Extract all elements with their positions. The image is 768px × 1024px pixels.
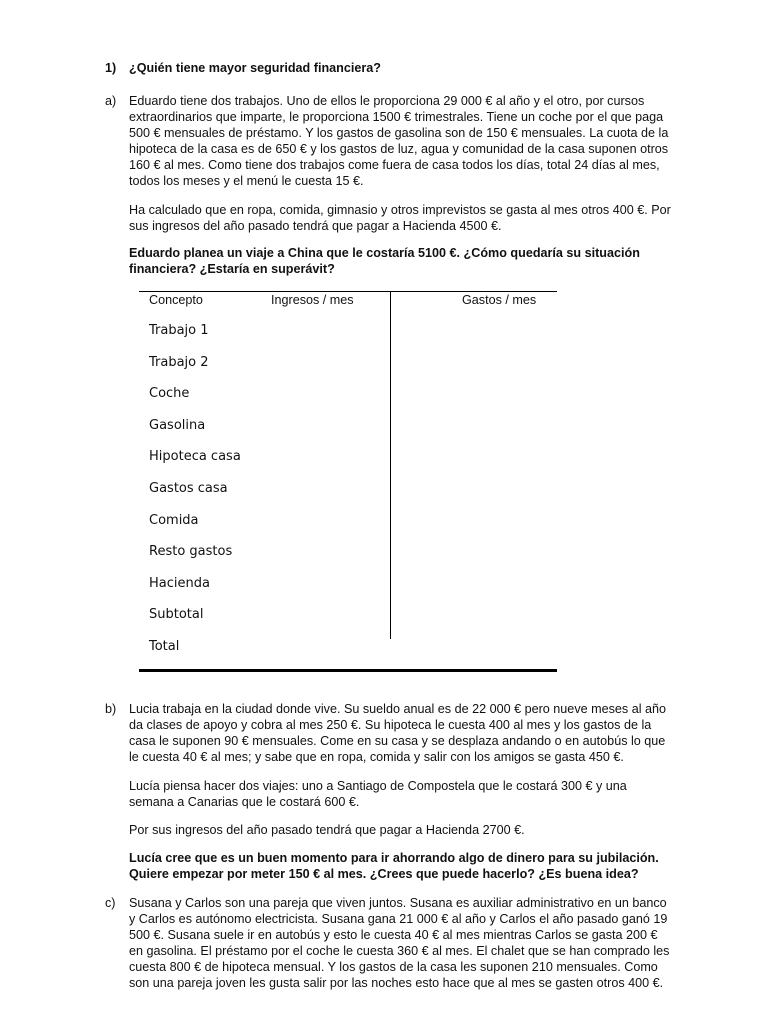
table-row: Hacienda <box>149 576 210 591</box>
table-row: Trabajo 2 <box>149 355 209 370</box>
paragraph-line: 500 € mensuales de préstamo. Y los gastos de gasolina son de 150 € mensuales. La cuota de la <box>129 126 669 140</box>
paragraph-line: da clases de apoyo y cobra al mes 250 €. Su hipoteca le cuesta 400 al mes y los gastos de la <box>129 718 652 732</box>
table-row: Resto gastos <box>149 544 233 559</box>
paragraph-line: Quiere empezar por meter 150 € al mes. ¿Crees que puede hacerlo? ¿Es buena idea? <box>129 867 639 881</box>
section-b-label: b) <box>105 702 117 716</box>
paragraph-line: le cuesta 40 € al mes; y sabe que en ropa, comida y salir con los amigos se gasta 450 €. <box>129 750 624 764</box>
header-concept: Concepto <box>149 293 203 307</box>
paragraph-line: Ha calculado que en ropa, comida, gimnasio y otros imprevistos se gasta al mes otros 400 €. Por <box>129 203 671 217</box>
paragraph-line: en gasolina. El préstamo por el coche le cuesta 360 € al mes. El chalet que se han comprado les <box>129 944 670 958</box>
section-a-label: a) <box>105 94 117 108</box>
table-row: Total <box>149 639 180 654</box>
table-row: Trabajo 1 <box>149 323 209 338</box>
header-expenses: Gastos / mes <box>462 293 537 307</box>
paragraph-line: Eduardo planea un viaje a China que le costaría 5100 €. ¿Cómo quedaría su situación <box>129 246 640 260</box>
table-row: Hipoteca casa <box>149 449 241 464</box>
paragraph-line: 160 € al mes. Como tiene dos trabajos come fuera de casa todos los días, total 24 días al mes, <box>129 158 660 172</box>
table-bottom-rule <box>139 669 557 672</box>
question-title: ¿Quién tiene mayor seguridad financiera? <box>129 61 381 75</box>
table-row: Comida <box>149 513 199 528</box>
question-number: 1) <box>105 61 117 75</box>
table-row: Coche <box>149 386 190 401</box>
table-row: Gastos casa <box>149 481 228 496</box>
paragraph-line: y Carlos es autónomo electricista. Susana gana 21 000 € al año y Carlos el año pasado ganó 19 <box>129 912 668 926</box>
budget-table <box>131 289 557 673</box>
paragraph-line: financiera? ¿Estaría en superávit? <box>129 262 335 276</box>
paragraph-line: sus ingresos del año pasado tendrá que pagar a Hacienda 4500 €. <box>129 219 502 233</box>
paragraph-line: son una pareja joven les gusta salir por las noches esto hace que al mes se gasten otros 400 €. <box>129 976 664 990</box>
paragraph-line: Lucía cree que es un buen momento para ir ahorrando algo de dinero para su jubilación. <box>129 851 659 865</box>
paragraph-line: Eduardo tiene dos trabajos. Uno de ellos le proporciona 29 000 € al año y el otro, por cursos <box>129 94 645 108</box>
paragraph-line: extraordinarios que imparte, le proporciona 1500 € trimestrales. Tiene un coche por el que paga <box>129 110 664 124</box>
paragraph-line: Lucia trabaja en la ciudad donde vive. Su sueldo anual es de 22 000 € pero nueve meses al año <box>129 702 667 716</box>
paragraph-line: Susana y Carlos son una pareja que viven juntos. Susana es auxiliar administrativo en un banco <box>129 896 667 910</box>
paragraph-line: 500 €. Susana suele ir en autobús y esto le cuesta 40 € al mes mientras Carlos se gasta 200 € <box>129 928 658 942</box>
header-income: Ingresos / mes <box>271 293 354 307</box>
section-c-label: c) <box>105 896 116 910</box>
paragraph-line: Lucía piensa hacer dos viajes: uno a Santiago de Compostela que le costará 300 € y una <box>129 779 627 793</box>
table-row: Gasolina <box>149 418 206 433</box>
paragraph-line: todos los meses y el menú le cuesta 15 €. <box>129 174 364 188</box>
paragraph-line: casa le suponen 90 € mensuales. Come en su casa y se desplaza andando o en autobús lo que <box>129 734 666 748</box>
paragraph-line: cuesta 800 € de hipoteca mensual. Y los gastos de la casa les suponen 210 mensuales. Como <box>129 960 658 974</box>
table-row: Subtotal <box>149 607 204 622</box>
section-b-paragraph-3: Por sus ingresos del año pasado tendrá que pagar a Hacienda 2700 €. <box>129 823 525 837</box>
paragraph-line: hipoteca de la casa es de 650 € y los gastos de luz, agua y comunidad de la casa suponen otros <box>129 142 669 156</box>
table-divider <box>390 292 391 639</box>
paragraph-line: semana a Canarias que le costará 600 €. <box>129 795 360 809</box>
